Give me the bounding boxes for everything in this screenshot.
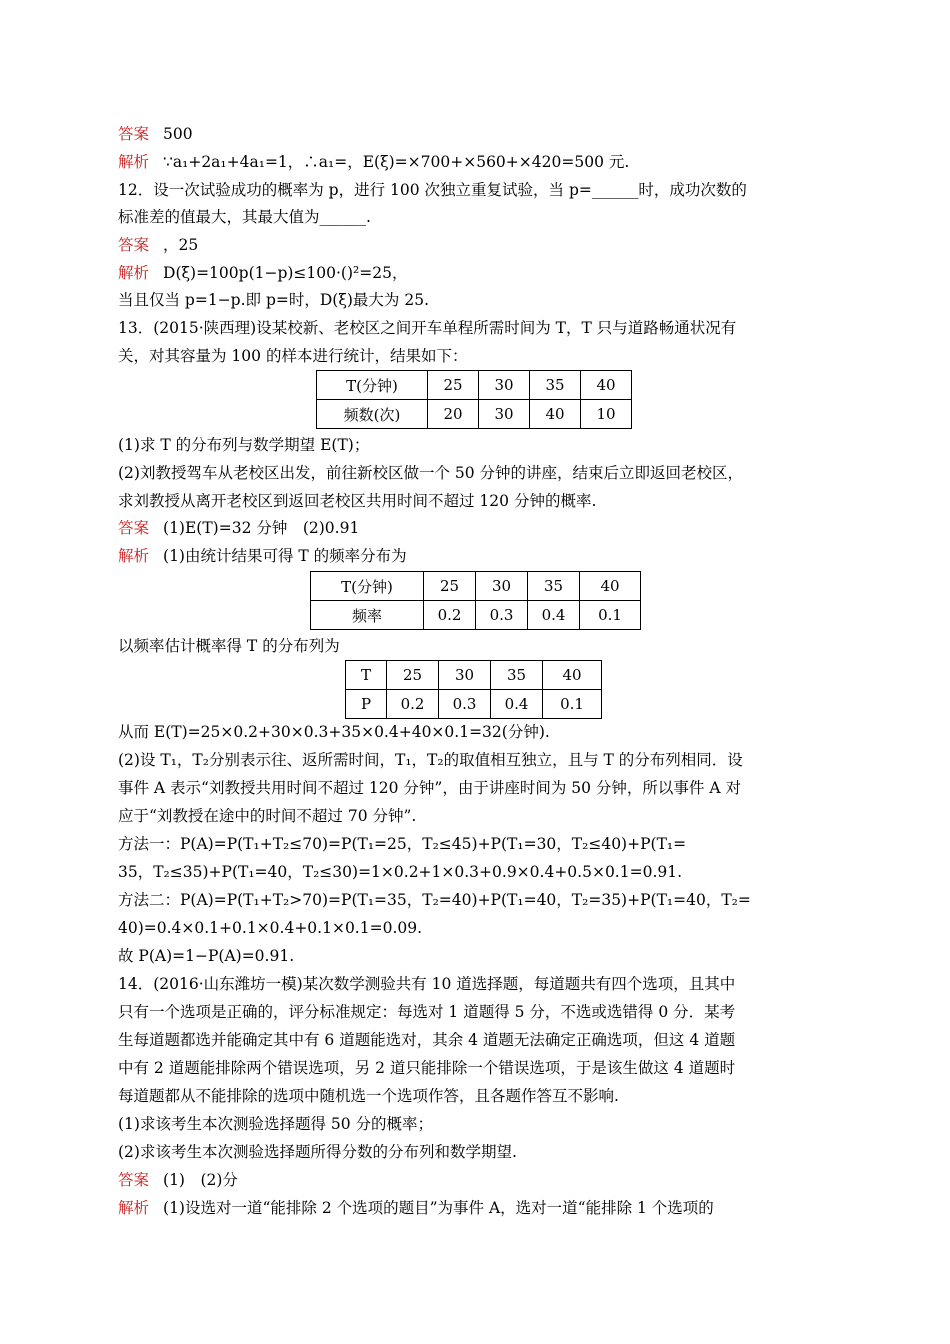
problem-14-line-3: 生每道题都选并能确定其中有 6 道题能选对，其余 4 道题无法确定正确选项，但这 4 道题 [118, 1031, 736, 1049]
method-2-line-2: 40)=0.4×0.1+0.1×0.4+0.1×0.1=0.09. [118, 919, 423, 937]
table-cell: 35 [530, 371, 581, 400]
table-cell: 30 [479, 400, 530, 429]
text-line: 应于“刘教授在途中的时间不超过 70 分钟”. [118, 807, 417, 825]
analysis-tag: 解析 [118, 1199, 150, 1217]
analysis-line [118, 546, 407, 566]
answer-tag: 答案 [118, 125, 150, 143]
table-row [317, 371, 632, 400]
analysis-text: ∵a₁+2a₁+4a₁=1，∴a₁=，E(ξ)=×700+×560+×420=500 元. [163, 153, 630, 171]
text-line: 故 P(A)=1−P(A)=0.91. [118, 947, 295, 965]
table-cell: 30 [479, 371, 530, 400]
analysis-text: (1)由统计结果可得 T 的频率分布为 [163, 547, 407, 565]
answer-text: 500 [163, 125, 193, 143]
table-cell: T(分钟) [311, 572, 424, 601]
method-1-line-1: 方法一：P(A)=P(T₁+T₂≤70)=P(T₁=25，T₂≤45)+P(T₁=30，T₂≤40)+P(T₁= [118, 835, 687, 853]
answer-tag: 答案 [118, 1171, 150, 1189]
text-line: (2)设 T₁，T₂分别表示往、返所需时间，T₁，T₂的取值相互独立，且与 T 的分布列相同．设 [118, 751, 743, 769]
answer-text: (1)E(T)=32 分钟 (2)0.91 [163, 519, 360, 537]
table-cell: 20 [428, 400, 479, 429]
answer-line [118, 235, 198, 255]
answer-line [118, 124, 193, 144]
table-cell: 0.3 [439, 690, 491, 719]
problem-13-line-1: 13．(2015·陕西理)设某校新、老校区之间开车单程所需时间为 T，T 只与道路畅通状况有 [118, 319, 737, 337]
table-row [346, 690, 602, 719]
text-line: 事件 A 表示“刘教授共用时间不超过 120 分钟”，由于讲座时间为 50 分钟，所以事件 A 对 [118, 779, 741, 797]
table-row [317, 400, 632, 429]
table-cell: 40 [581, 371, 632, 400]
table-row [311, 601, 641, 630]
table-cell: 0.3 [476, 601, 528, 630]
method-1-line-2: 35，T₂≤35)+P(T₁=40，T₂≤30)=1×0.2+1×0.3+0.9×0.4+0.5×0.1=0.91. [118, 863, 683, 881]
problem-14-line-1: 14．(2016·山东潍坊一模)某次数学测验共有 10 道选择题，每道题共有四个选项，且其中 [118, 975, 736, 993]
table-cell: 25 [428, 371, 479, 400]
distribution-table [345, 660, 602, 719]
analysis-line [118, 263, 407, 283]
table-cell: 0.1 [543, 690, 602, 719]
problem-14-line-5: 每道题都从不能排除的选项中随机选一个选项作答，且各题作答互不影响. [118, 1087, 619, 1105]
table-cell: 40 [580, 572, 641, 601]
analysis-line [118, 1198, 714, 1218]
question-2: (2)求该考生本次测验选择题所得分数的分布列和数学期望. [118, 1143, 517, 1161]
table-cell: 40 [543, 661, 602, 690]
table-cell: 频数(次) [317, 400, 428, 429]
analysis-text: D(ξ)=100p(1−p)≤100·()²=25， [163, 264, 408, 282]
question-2-line-2: 求刘教授从离开老校区到返回老校区共用时间不超过 120 分钟的概率. [118, 492, 597, 510]
frequency-count-table [316, 370, 632, 429]
table-cell: 30 [439, 661, 491, 690]
answer-text: (1) (2)分 [163, 1171, 238, 1189]
method-2-line-1: 方法二：P(A)=P(T₁+T₂>70)=P(T₁=35，T₂=40)+P(T₁=40，T₂=35)+P(T₁=40，T₂= [118, 891, 751, 909]
table-cell: 频率 [311, 601, 424, 630]
answer-line [118, 1170, 238, 1190]
table-cell: 25 [387, 661, 439, 690]
answer-tag: 答案 [118, 236, 150, 254]
analysis-line [118, 152, 629, 172]
problem-14-line-4: 中有 2 道题能排除两个错误选项，另 2 道只能排除一个错误选项，于是该生做这 4 道题时 [118, 1059, 736, 1077]
table-cell: 35 [528, 572, 580, 601]
question-1: (1)求该考生本次测验选择题得 50 分的概率； [118, 1115, 434, 1133]
table-cell: 30 [476, 572, 528, 601]
text-line: 以频率估计概率得 T 的分布列为 [118, 637, 340, 655]
table-row [346, 661, 602, 690]
table-row [311, 572, 641, 601]
table-cell: 10 [581, 400, 632, 429]
answer-tag: 答案 [118, 519, 150, 537]
table-cell: T(分钟) [317, 371, 428, 400]
table-cell: 0.4 [491, 690, 543, 719]
analysis-text: (1)设选对一道“能排除 2 个选项的题目”为事件 A，选对一道“能排除 1 个选项的 [163, 1199, 714, 1217]
question-1: (1)求 T 的分布列与数学期望 E(T)； [118, 436, 370, 454]
answer-line [118, 518, 359, 538]
problem-12-line-1: 12．设一次试验成功的概率为 p，进行 100 次独立重复试验，当 p=______时，成功次数的 [118, 181, 747, 199]
table-cell: 25 [424, 572, 476, 601]
table-cell: T [346, 661, 387, 690]
problem-14-line-2: 只有一个选项是正确的，评分标准规定：每选对 1 道题得 5 分，不选或选错得 0 分．某考 [118, 1003, 736, 1021]
problem-12-line-2: 标准差的值最大，其最大值为______. [118, 208, 371, 226]
text-line: 从而 E(T)=25×0.2+30×0.3+35×0.4+40×0.1=32(分钟). [118, 723, 550, 741]
table-cell: 0.2 [387, 690, 439, 719]
table-cell: 35 [491, 661, 543, 690]
analysis-tag: 解析 [118, 547, 150, 565]
table-cell: 0.2 [424, 601, 476, 630]
analysis-tag: 解析 [118, 153, 150, 171]
problem-13-line-2: 关，对其容量为 100 的样本进行统计，结果如下： [118, 347, 468, 365]
question-2-line-1: (2)刘教授驾车从老校区出发，前往新校区做一个 50 分钟的讲座，结束后立即返回老校区， [118, 464, 744, 482]
frequency-rate-table [310, 571, 641, 630]
table-cell: 40 [530, 400, 581, 429]
table-cell: 0.1 [580, 601, 641, 630]
analysis-tag: 解析 [118, 264, 150, 282]
answer-text: ，25 [163, 236, 199, 254]
table-cell: 0.4 [528, 601, 580, 630]
text-line: 当且仅当 p=1−p.即 p=时，D(ξ)最大为 25. [118, 291, 430, 309]
table-cell: P [346, 690, 387, 719]
